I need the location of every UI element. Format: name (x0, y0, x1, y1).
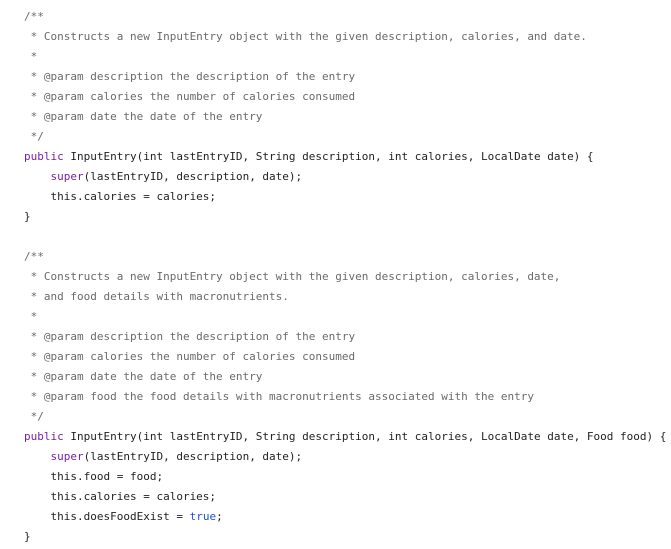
code-token-comment: * (24, 310, 38, 323)
code-token-comment: * @param calories the number of calories consumed (24, 90, 356, 103)
code-line (0, 307, 671, 327)
code-token-plain: } (24, 530, 31, 543)
code-line (0, 467, 671, 487)
code-line (0, 127, 671, 147)
code-line (0, 87, 671, 107)
code-token-plain: } (24, 210, 31, 223)
code-token-plain: this.calories = calories; (24, 490, 217, 503)
code-line (0, 507, 671, 527)
code-token-comment: * and food details with macronutrients. (24, 290, 289, 303)
code-line (0, 167, 671, 187)
code-token-plain: InputEntry(int lastEntryID, String description, int calories, LocalDate date, Food food) { (63, 430, 667, 443)
code-line (0, 407, 671, 427)
code-line (0, 67, 671, 87)
code-token-bool: true (189, 510, 217, 523)
code-token-keyword: public (24, 150, 64, 163)
code-line (0, 527, 671, 547)
code-token-comment: * Constructs a new InputEntry object with the given description, calories, date, (24, 270, 561, 283)
code-token-keyword: super (50, 450, 84, 463)
code-line (0, 387, 671, 407)
code-line (0, 247, 671, 267)
code-line (0, 227, 671, 247)
code-token-plain: this.calories = calories; (24, 190, 217, 203)
code-token-comment: * @param description the description of the entry (24, 70, 356, 83)
code-token-comment: */ (24, 410, 44, 423)
code-token-comment: */ (24, 130, 44, 143)
code-line (0, 427, 671, 447)
code-token-comment: * Constructs a new InputEntry object with the given description, calories, and date. (24, 30, 587, 43)
code-token-plain: InputEntry(int lastEntryID, String description, int calories, LocalDate date) { (63, 150, 594, 163)
code-line (0, 47, 671, 67)
code-token-comment: * @param food the food details with macronutrients associated with the entry (24, 390, 534, 403)
code-line (0, 327, 671, 347)
code-line (0, 187, 671, 207)
code-token-plain (24, 170, 51, 183)
code-token-plain: this.food = food; (24, 470, 164, 483)
code-token-comment: * @param date the date of the entry (24, 110, 263, 123)
code-token-comment: /** (24, 10, 44, 23)
code-line (0, 367, 671, 387)
code-line (0, 27, 671, 47)
code-token-comment: /** (24, 250, 44, 263)
code-line (0, 347, 671, 367)
code-token-plain: (lastEntryID, description, date); (83, 450, 303, 463)
code-token-plain (24, 450, 51, 463)
code-token-plain: (lastEntryID, description, date); (83, 170, 303, 183)
code-token-plain: ; (216, 510, 223, 523)
code-token-plain: this.doesFoodExist = (24, 510, 190, 523)
code-line (0, 487, 671, 507)
code-token-keyword: public (24, 430, 64, 443)
code-line (0, 287, 671, 307)
code-token-comment: * @param description the description of the entry (24, 330, 356, 343)
code-token-comment: * @param date the date of the entry (24, 370, 263, 383)
code-line (0, 267, 671, 287)
code-token-keyword: super (50, 170, 84, 183)
code-token-comment: * @param calories the number of calories consumed (24, 350, 356, 363)
code-line (0, 107, 671, 127)
code-line (0, 207, 671, 227)
code-line (0, 147, 671, 167)
code-line (0, 7, 671, 27)
code-token-comment: * (24, 50, 38, 63)
code-line (0, 447, 671, 467)
